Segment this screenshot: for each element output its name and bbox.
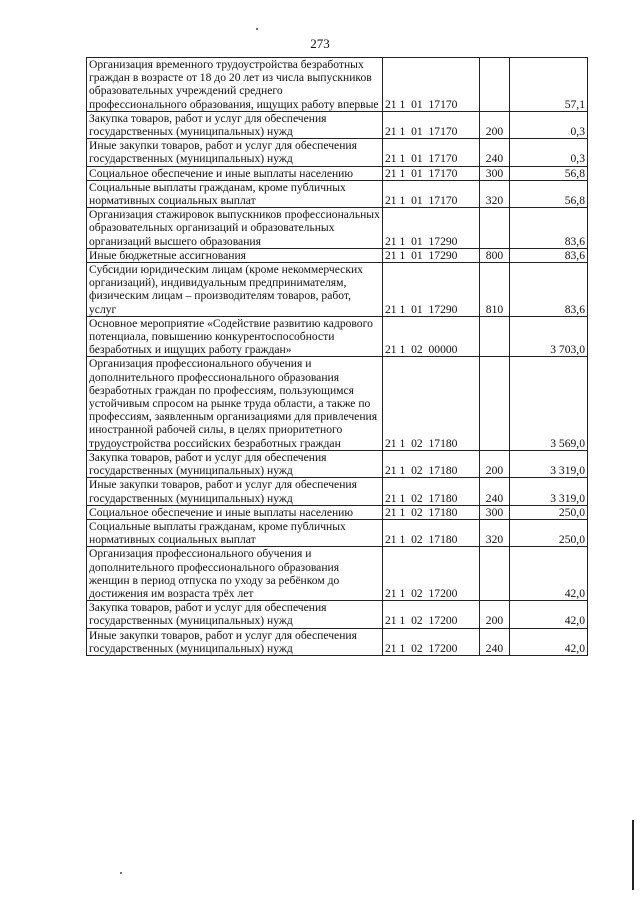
table-row xyxy=(87,601,588,628)
row-name-cell: Закупка товаров, работ и услуг для обеспечения государственных (муниципальных) нужд xyxy=(87,450,383,477)
row-name-cell: Закупка товаров, работ и услуг для обеспечения государственных (муниципальных) нужд xyxy=(87,601,383,628)
table-row xyxy=(87,58,588,112)
row-type-cell: 200 xyxy=(480,111,510,138)
row-name-cell: Социальное обеспечение и иные выплаты населению xyxy=(87,505,383,519)
row-name-cell: Организация профессионального обучения и дополнительного профессионального образования женщин в период отпуска по уходу за ребёнком до достижения им возраста трёх лет xyxy=(87,547,383,601)
table-row xyxy=(87,505,588,519)
row-code-cell: 21 1 02 00000 xyxy=(383,316,480,357)
row-code-cell: 21 1 01 17290 xyxy=(383,208,480,249)
row-amount-cell: 42,0 xyxy=(510,547,588,601)
row-type-cell: 300 xyxy=(480,505,510,519)
row-amount-cell: 56,8 xyxy=(510,166,588,180)
row-type-cell xyxy=(480,357,510,450)
table-row xyxy=(87,166,588,180)
row-type-cell: 320 xyxy=(480,519,510,546)
row-name-cell: Иные закупки товаров, работ и услуг для обеспечения государственных (муниципальных) нужд xyxy=(87,139,383,166)
row-amount-cell: 0,3 xyxy=(510,139,588,166)
table-row xyxy=(87,547,588,601)
table-row xyxy=(87,248,588,262)
row-amount-cell: 83,6 xyxy=(510,208,588,249)
row-type-cell xyxy=(480,316,510,357)
row-type-cell: 200 xyxy=(480,450,510,477)
row-name-cell: Социальное обеспечение и иные выплаты населению xyxy=(87,166,383,180)
row-code-cell: 21 1 01 17290 xyxy=(383,263,480,317)
row-type-cell: 800 xyxy=(480,248,510,262)
table-row xyxy=(87,519,588,546)
row-code-cell: 21 1 01 17170 xyxy=(383,180,480,207)
row-name-cell: Субсидии юридическим лицам (кроме некоммерческих организаций), индивидуальным предпринимателям, физическим лицам – производителям товаров, работ, услуг xyxy=(87,263,383,317)
page-number: 273 xyxy=(310,36,330,51)
table-row xyxy=(87,180,588,207)
scan-speck xyxy=(120,872,122,874)
row-amount-cell: 3 569,0 xyxy=(510,357,588,450)
row-type-cell: 240 xyxy=(480,628,510,655)
row-amount-cell: 3 319,0 xyxy=(510,450,588,477)
table-row xyxy=(87,263,588,317)
table-row xyxy=(87,450,588,477)
row-amount-cell: 42,0 xyxy=(510,628,588,655)
row-type-cell xyxy=(480,58,510,112)
row-name-cell: Организация временного трудоустройства безработных граждан в возрасте от 18 до 20 лет из числа выпускников образовательных учреждений среднего профессионального образования, ищущих работу впервые xyxy=(87,58,383,112)
row-type-cell: 320 xyxy=(480,180,510,207)
scan-edge-mark xyxy=(632,820,634,890)
row-name-cell: Иные закупки товаров, работ и услуг для обеспечения государственных (муниципальных) нужд xyxy=(87,628,383,655)
budget-table xyxy=(86,57,588,656)
row-name-cell: Организация стажировок выпускников профессиональных образовательных организаций и образовательных организаций высшего образования xyxy=(87,208,383,249)
row-type-cell xyxy=(480,547,510,601)
row-code-cell: 21 1 02 17180 xyxy=(383,478,480,505)
row-name-cell: Организация профессионального обучения и дополнительного профессионального образования безработных граждан по профессиям, пользующимся устойчивым спросом на рынке труда области, а также по профессиям, заявленным организациями для привлечения иностранной рабочей силы, в целях приоритетного трудоустройства российских безработных граждан xyxy=(87,357,383,450)
row-name-cell: Социальные выплаты гражданам, кроме публичных нормативных социальных выплат xyxy=(87,519,383,546)
row-amount-cell: 0,3 xyxy=(510,111,588,138)
row-code-cell: 21 1 02 17180 xyxy=(383,450,480,477)
row-name-cell: Социальные выплаты гражданам, кроме публичных нормативных социальных выплат xyxy=(87,180,383,207)
table-row xyxy=(87,316,588,357)
row-name-cell: Иные бюджетные ассигнования xyxy=(87,248,383,262)
scan-speck xyxy=(256,28,258,30)
row-name-cell: Основное мероприятие «Содействие развитию кадрового потенциала, повышению конкурентоспособности безработных и ищущих работу граждан» xyxy=(87,316,383,357)
row-type-cell xyxy=(480,208,510,249)
table-row xyxy=(87,628,588,655)
budget-table-body xyxy=(87,58,588,656)
row-type-cell: 810 xyxy=(480,263,510,317)
row-amount-cell: 83,6 xyxy=(510,263,588,317)
row-amount-cell: 250,0 xyxy=(510,519,588,546)
row-type-cell: 300 xyxy=(480,166,510,180)
row-name-cell: Иные закупки товаров, работ и услуг для обеспечения государственных (муниципальных) нужд xyxy=(87,478,383,505)
row-code-cell: 21 1 01 17170 xyxy=(383,111,480,138)
table-row xyxy=(87,357,588,450)
row-code-cell: 21 1 01 17290 xyxy=(383,248,480,262)
row-amount-cell: 83,6 xyxy=(510,248,588,262)
row-code-cell: 21 1 01 17170 xyxy=(383,139,480,166)
row-code-cell: 21 1 01 17170 xyxy=(383,166,480,180)
table-row xyxy=(87,139,588,166)
row-amount-cell: 3 319,0 xyxy=(510,478,588,505)
row-amount-cell: 250,0 xyxy=(510,505,588,519)
table-row xyxy=(87,111,588,138)
row-code-cell: 21 1 01 17170 xyxy=(383,58,480,112)
row-code-cell: 21 1 02 17200 xyxy=(383,601,480,628)
row-type-cell: 240 xyxy=(480,139,510,166)
row-type-cell: 240 xyxy=(480,478,510,505)
row-amount-cell: 56,8 xyxy=(510,180,588,207)
row-code-cell: 21 1 02 17180 xyxy=(383,357,480,450)
row-code-cell: 21 1 02 17200 xyxy=(383,628,480,655)
row-code-cell: 21 1 02 17180 xyxy=(383,519,480,546)
row-code-cell: 21 1 02 17180 xyxy=(383,505,480,519)
row-type-cell: 200 xyxy=(480,601,510,628)
table-row xyxy=(87,478,588,505)
table-row xyxy=(87,208,588,249)
row-amount-cell: 57,1 xyxy=(510,58,588,112)
row-amount-cell: 3 703,0 xyxy=(510,316,588,357)
row-name-cell: Закупка товаров, работ и услуг для обеспечения государственных (муниципальных) нужд xyxy=(87,111,383,138)
row-amount-cell: 42,0 xyxy=(510,601,588,628)
row-code-cell: 21 1 02 17200 xyxy=(383,547,480,601)
